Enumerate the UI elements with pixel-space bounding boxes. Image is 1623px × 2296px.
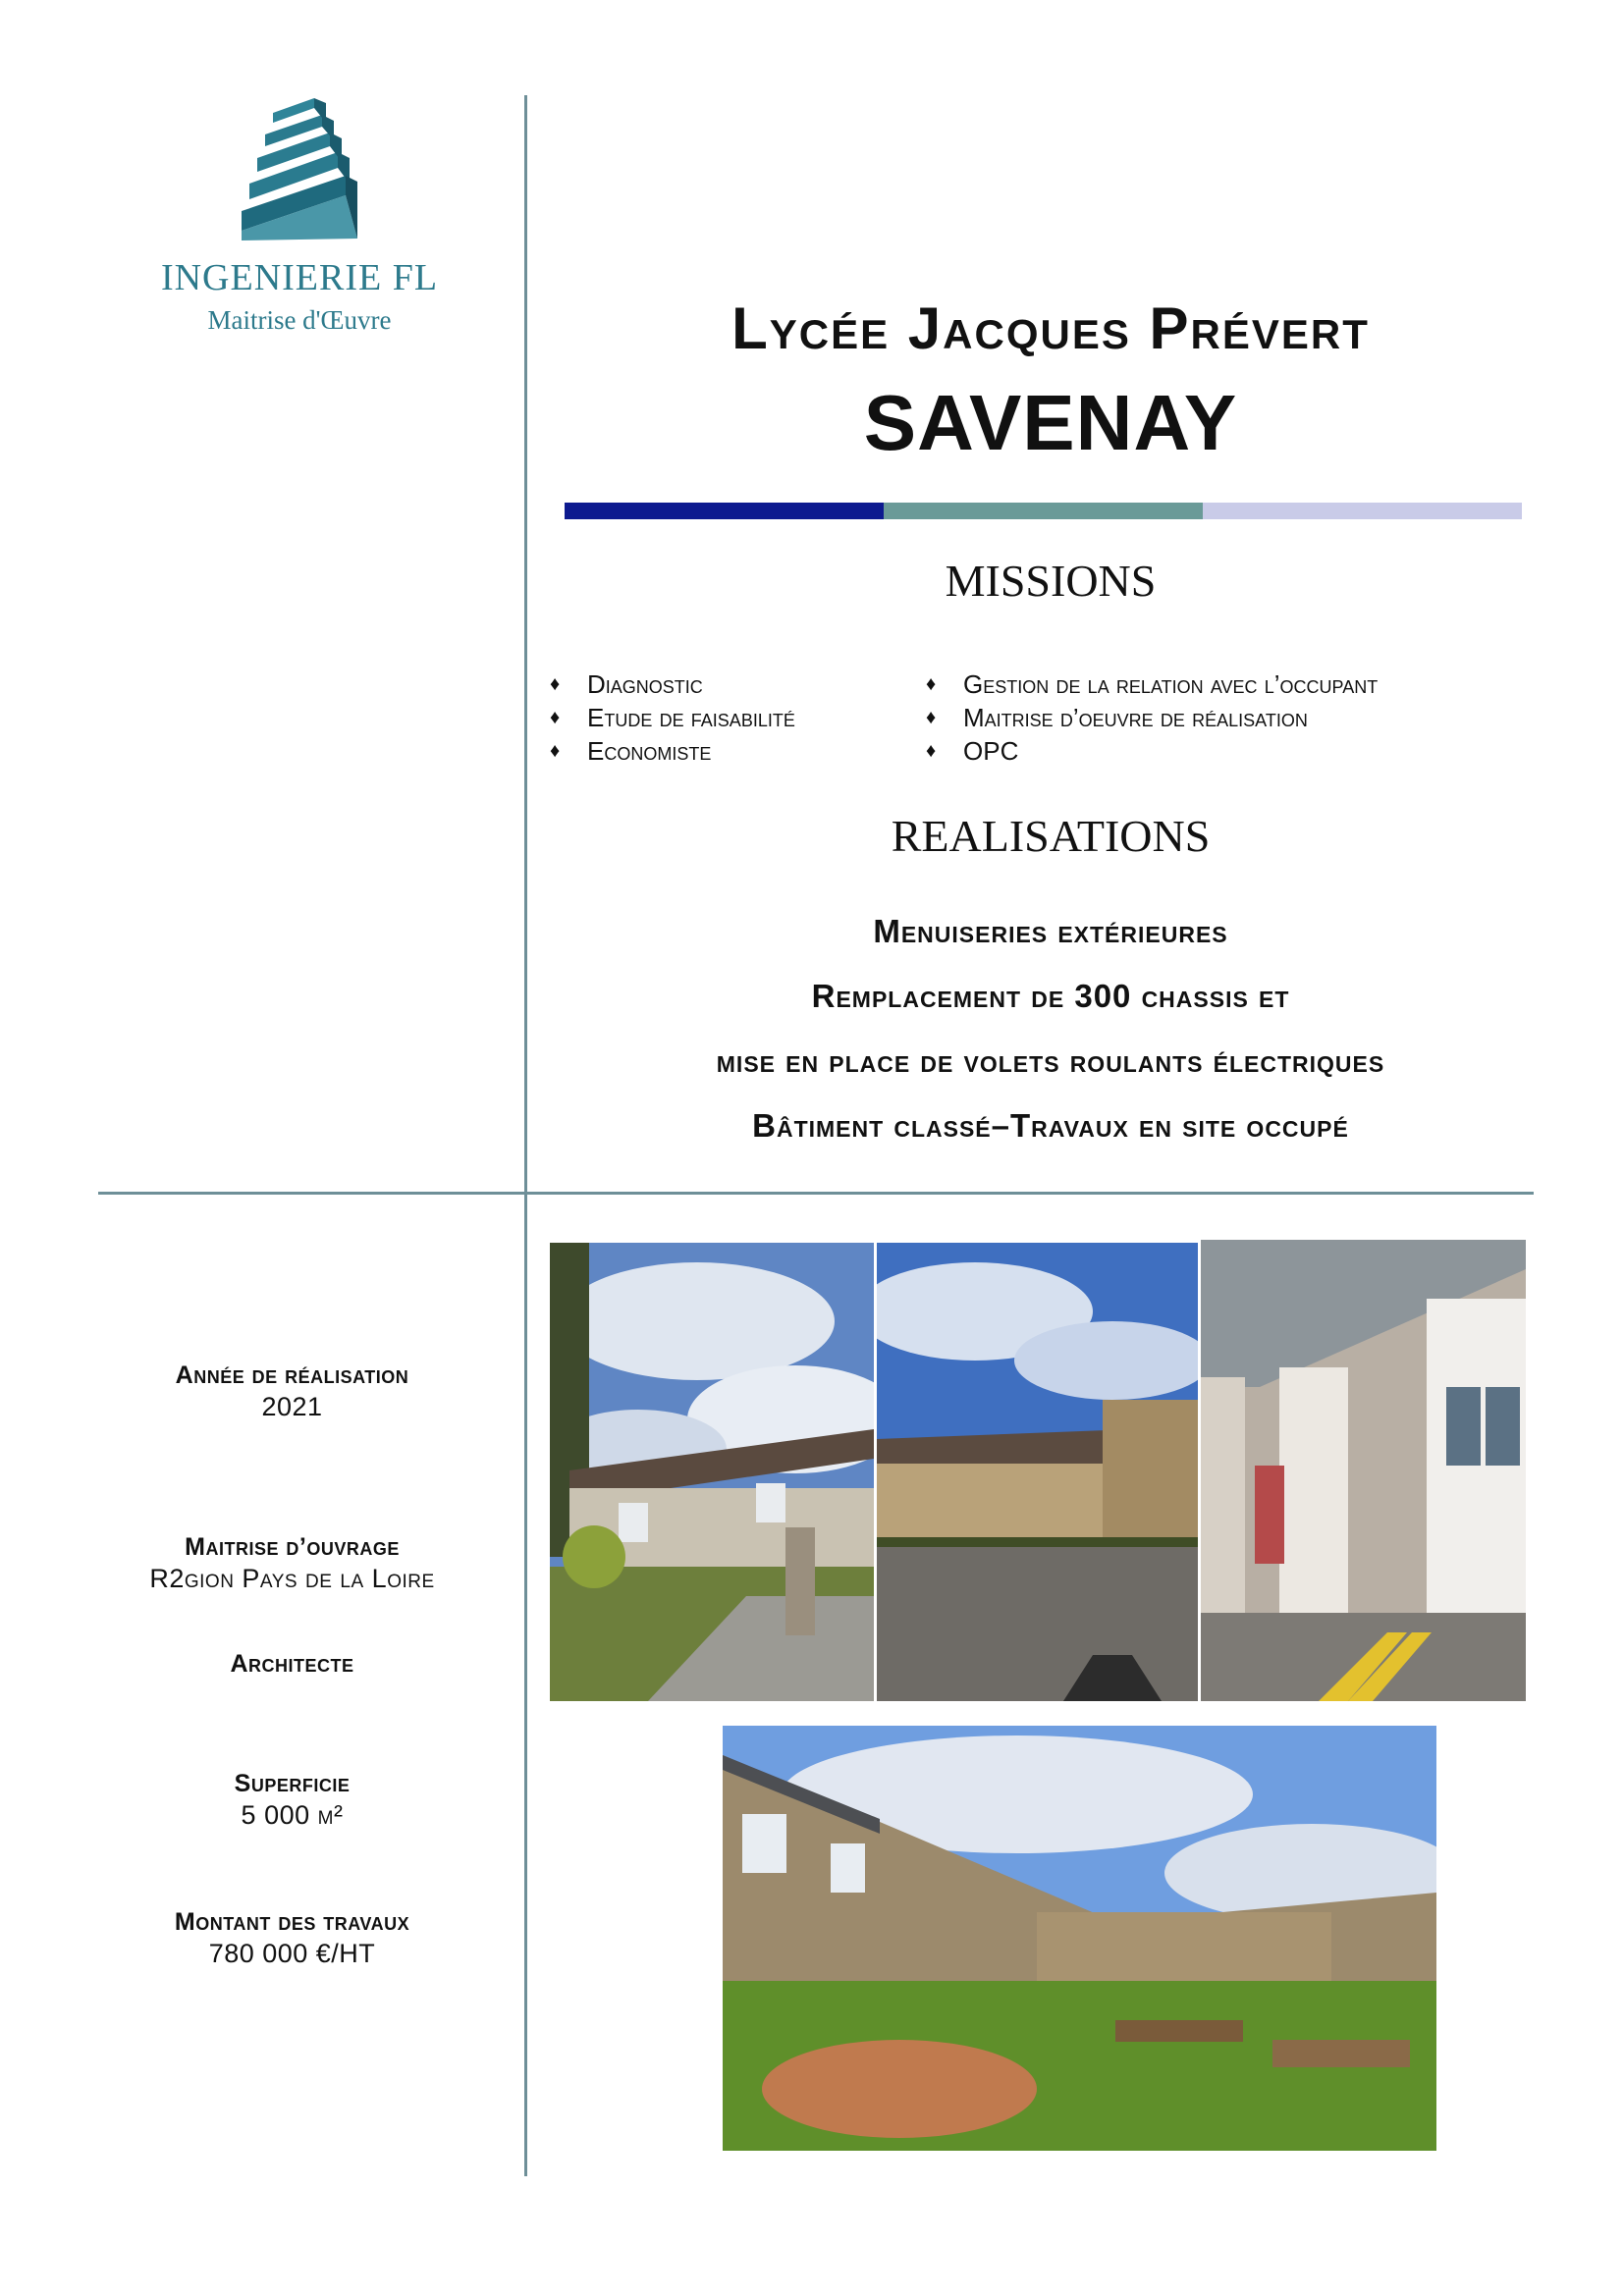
color-bar [565, 503, 1522, 519]
list-item: ♦ OPC [926, 736, 1019, 766]
color-bar-segment [565, 503, 884, 519]
vertical-divider [524, 95, 527, 2176]
list-item: ♦ Gestion de la relation avec l’occupant [926, 669, 1379, 699]
architect-label: Architecte [230, 1650, 354, 1678]
diamond-bullet-icon: ♦ [550, 673, 561, 695]
company-subtitle: Maitrise d'Œuvre [207, 305, 392, 335]
realisation-line: Remplacement de 300 chassis et [811, 978, 1290, 1014]
realisation-line: Menuiseries extérieures [873, 913, 1228, 949]
list-item: ♦ Diagnostic [550, 669, 703, 699]
diamond-bullet-icon: ♦ [926, 673, 937, 695]
amount-value: 780 000 €/HT [208, 1939, 376, 1968]
photo-building-lawn [723, 1726, 1436, 2151]
missions-list-left [550, 667, 795, 768]
photo-courtyard [550, 1243, 874, 1701]
info-year [98, 1362, 486, 1422]
list-item: ♦ Economiste [550, 736, 712, 766]
diamond-bullet-icon: ♦ [550, 740, 561, 762]
area-label: Superficie [234, 1770, 351, 1797]
project-title: Lycée Jacques Prévert [731, 295, 1370, 361]
area-value: 5 000 m² [241, 1800, 344, 1830]
diamond-bullet-icon: ♦ [926, 707, 937, 728]
horizontal-divider [98, 1192, 1534, 1195]
list-item: ♦ Etude de faisabilité [550, 703, 795, 732]
owner-label: Maitrise d’ouvrage [185, 1533, 400, 1561]
info-amount [98, 1908, 486, 1969]
company-logo [128, 93, 471, 336]
missions-heading: MISSIONS [945, 556, 1157, 606]
info-area [98, 1770, 486, 1831]
realisation-line: mise en place de volets roulants électriques [716, 1042, 1385, 1079]
building-logo-icon [236, 93, 363, 240]
photo-building-street [877, 1243, 1198, 1701]
amount-label: Montant des travaux [174, 1908, 410, 1936]
color-bar-segment [1203, 503, 1522, 519]
realisation-line: Bâtiment classé–Travaux en site occupé [752, 1107, 1349, 1144]
list-item: ♦ Maitrise d’oeuvre de réalisation [926, 703, 1308, 732]
realisations-heading: REALISATIONS [891, 811, 1211, 861]
color-bar-segment [884, 503, 1203, 519]
diamond-bullet-icon: ♦ [550, 707, 561, 728]
info-architect [98, 1650, 486, 1679]
year-value: 2021 [261, 1392, 323, 1421]
project-city: SAVENAY [863, 379, 1238, 466]
company-name: INGENIERIE FL [160, 257, 439, 298]
missions-list-right [926, 667, 1378, 768]
info-owner [98, 1533, 486, 1594]
owner-value: R2gion Pays de la Loire [149, 1564, 435, 1593]
year-label: Année de réalisation [175, 1362, 409, 1389]
diamond-bullet-icon: ♦ [926, 740, 937, 762]
photo-entrance-door [1201, 1240, 1526, 1701]
